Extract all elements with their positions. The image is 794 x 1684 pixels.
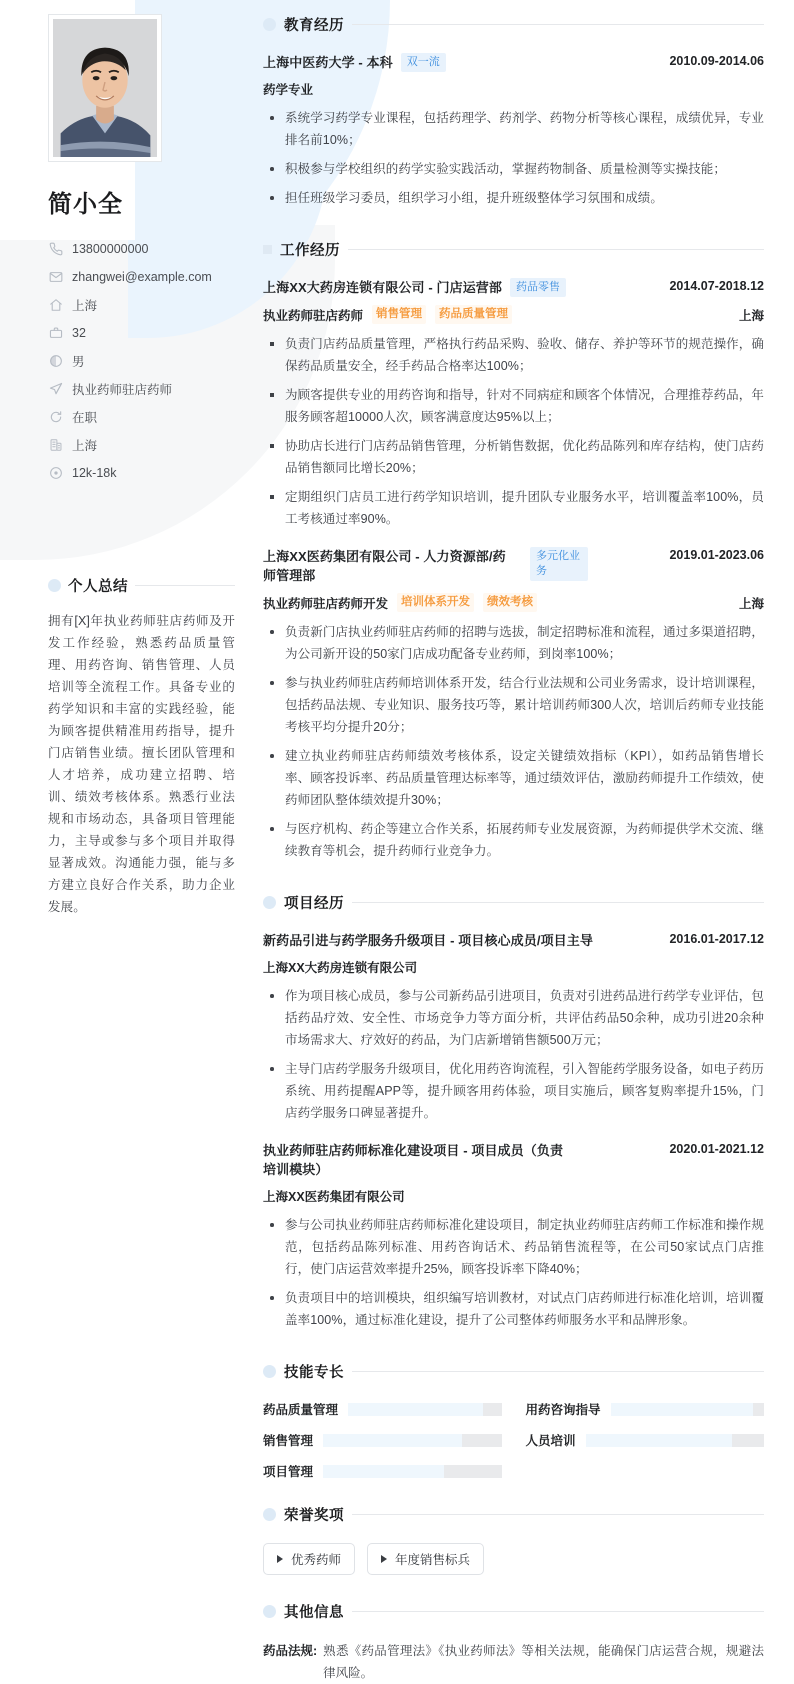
project-date: 2020.01-2021.12 [669, 1142, 764, 1156]
info-row-phone [48, 235, 235, 263]
list-item: 参与执业药师驻店药师培训体系开发，结合行业法规和公司业务需求，设计培训课程，包括药品法规、专业知识、服务技巧等，累计培训药师300人次，培训后药师专业技能考核平均分提升20分； [263, 672, 764, 738]
list-item: 作为项目核心成员，参与公司新药品引进项目，负责对引进药品进行药学专业评估，包括药品疗效、安全性、市场竞争力等方面分析，共评估药品50余种，成功引进20余种市场需求大、疗效好的药品，为门店新增销售额500万元； [263, 985, 764, 1051]
section-dot-icon [263, 1508, 276, 1521]
list-item: 积极参与学校组织的药学实验实践活动，掌握药物制备、质量检测等实操技能； [263, 158, 764, 180]
salary-coin-icon [48, 466, 63, 481]
phone-icon [48, 242, 63, 257]
skill-progress-fill [323, 1465, 444, 1478]
industry-badge: 药品零售 [510, 278, 566, 297]
project-entry [263, 1141, 764, 1331]
list-item: 主导门店药学服务升级项目，优化用药咨询流程，引入智能药学服务设备，如电子药历系统、用药提醒APP等，提升顾客用药体验，项目实施后，顾客复购率提升15%，门店药学服务口碑显著提升。 [263, 1058, 764, 1124]
section-title-other: 其他信息 [284, 1605, 344, 1621]
info-row-status [48, 403, 235, 431]
info-row-age [48, 319, 235, 347]
job-title: 执业药师驻店药师 [263, 309, 364, 323]
entry-role-row [263, 593, 764, 612]
skill-progress-fill [348, 1403, 483, 1416]
education-bullets [263, 107, 764, 209]
skill-item [263, 1431, 502, 1449]
project-name: 新药品引进与药学服务升级项目 - 项目核心成员/项目主导 [263, 933, 593, 948]
section-square-icon [263, 245, 272, 254]
skill-item [263, 1462, 502, 1480]
play-triangle-icon [381, 1555, 387, 1563]
divider [135, 585, 235, 586]
project-date: 2016.01-2017.12 [669, 932, 764, 946]
sidebar-section-title-summary: 个人总结 [68, 579, 128, 595]
skill-progress-fill [611, 1403, 754, 1416]
skill-label: 用药咨询指导 [525, 1403, 601, 1417]
info-row-salary [48, 459, 235, 487]
paper-plane-icon [48, 382, 63, 397]
entry-header [263, 278, 764, 297]
skill-badge: 销售管理 [372, 305, 426, 324]
envelope-icon [48, 270, 63, 285]
sidebar [0, 14, 255, 918]
list-item: 负责门店药品质量管理，严格执行药品采购、验收、储存、养护等环节的规范操作，确保药品质量安全，经手药品合格率达100%； [263, 333, 764, 377]
gender-icon [48, 354, 63, 369]
project-company: 上海XX大药房连锁有限公司 [263, 961, 418, 975]
list-item: 与医疗机构、药企等建立合作关系，拓展药师专业发展资源，为药师提供学术交流、继续教育等机会，提升药师行业竞争力。 [263, 818, 764, 862]
skill-item [526, 1431, 765, 1449]
education-entry [263, 53, 764, 209]
main-column [255, 14, 764, 1684]
entry-header [263, 1141, 764, 1179]
skill-progress-bar [611, 1403, 764, 1416]
building-icon [48, 438, 63, 453]
work-bullets [263, 621, 764, 862]
list-item: 负责项目中的培训模块，组织编写培训教材，对试点门店药师进行标准化培训，培训覆盖率100%，通过标准化建设，提升了公司整体药师服务水平和品牌形象。 [263, 1287, 764, 1331]
project-name: 执业药师驻店药师标准化建设项目 - 项目成员（负责培训模块） [263, 1143, 564, 1177]
entry-header [263, 53, 764, 72]
section-dot-icon [263, 18, 276, 31]
info-row-hometown [48, 291, 235, 319]
divider [352, 902, 764, 903]
divider [348, 249, 764, 250]
section-title-awards: 荣誉奖项 [284, 1508, 344, 1524]
info-value-work-city: 上海 [72, 439, 98, 453]
skill-progress-bar [323, 1434, 501, 1447]
entry-header [263, 547, 764, 585]
section-header-other [263, 1601, 764, 1622]
section-header-skills [263, 1361, 764, 1382]
info-row-position [48, 375, 235, 403]
work-entry [263, 547, 764, 862]
skill-label: 人员培训 [525, 1434, 576, 1448]
section-header-education [263, 14, 764, 35]
other-info-row [263, 1640, 764, 1684]
section-header-awards [263, 1504, 764, 1525]
info-value-salary: 12k-18k [72, 466, 117, 480]
home-icon [48, 298, 63, 313]
skill-progress-bar [586, 1434, 764, 1447]
section-dot-icon [263, 1605, 276, 1618]
work-date: 2019.01-2023.06 [669, 548, 764, 562]
list-item: 定期组织门店员工进行药学知识培训，提升团队专业服务水平，培训覆盖率100%，员工考核通过率90%。 [263, 486, 764, 530]
info-value-age: 32 [72, 326, 86, 340]
list-item: 建立执业药师驻店药师绩效考核体系，设定关键绩效指标（KPI），如药品销售增长率、顾客投诉率、药品质量管理达标率等，通过绩效评估，激励药师提升工作绩效，使药师团队整体绩效提升30%； [263, 745, 764, 811]
award-chip[interactable] [263, 1543, 355, 1575]
list-item: 为顾客提供专业的用药咨询和指导，针对不同病症和顾客个体情况，合理推荐药品，年服务顾客超10000人次，顾客满意度达95%以上； [263, 384, 764, 428]
project-bullets [263, 985, 764, 1124]
skill-badge: 培训体系开发 [397, 593, 474, 612]
section-title-education: 教育经历 [284, 18, 344, 34]
section-dot-icon [263, 1365, 276, 1378]
info-value-gender: 男 [72, 355, 85, 369]
work-location: 上海 [738, 309, 764, 323]
page-title: 简小全 [48, 191, 123, 218]
skill-progress-bar [348, 1403, 501, 1416]
avatar [48, 14, 162, 162]
status-badge: 双一流 [401, 53, 446, 72]
skill-progress-fill [586, 1434, 732, 1447]
section-header-work [263, 239, 764, 260]
divider [352, 1371, 764, 1372]
section-dot-icon [263, 896, 276, 909]
divider [352, 1611, 764, 1612]
skill-label: 销售管理 [263, 1434, 314, 1448]
info-value-hometown: 上海 [72, 299, 98, 313]
section-title-work: 工作经历 [280, 243, 340, 259]
work-entry [263, 278, 764, 530]
info-value-email: zhangwei@example.com [72, 270, 212, 284]
divider [352, 24, 764, 25]
list-item: 负责新门店执业药师驻店药师的招聘与选拔，制定招聘标准和流程，通过多渠道招聘，为公司新开设的50家门店成功配备专业药师，到岗率100%； [263, 621, 764, 665]
info-row-email [48, 263, 235, 291]
info-value-position: 执业药师驻店药师 [72, 383, 173, 397]
skill-progress-bar [323, 1465, 501, 1478]
info-row-gender [48, 347, 235, 375]
company-name: 上海XX大药房连锁有限公司 - 门店运营部 [263, 280, 502, 295]
skills-grid [263, 1400, 764, 1480]
award-label: 年度销售标兵 [395, 1553, 471, 1567]
section-title-skills: 技能专长 [284, 1365, 344, 1381]
industry-badge: 多元化业务 [530, 547, 588, 581]
section-title-projects: 项目经历 [284, 896, 344, 912]
info-value-phone: 13800000000 [72, 242, 149, 256]
job-title: 执业药师驻店药师开发 [263, 597, 389, 611]
skill-badge: 药品质量管理 [435, 305, 512, 324]
entry-header [263, 931, 764, 950]
skill-label: 药品质量管理 [263, 1403, 339, 1417]
education-major: 药学专业 [263, 83, 314, 97]
briefcase-icon [48, 326, 63, 341]
other-info-value: 熟悉《药品管理法》《执业药师法》等相关法规，能确保门店运营合规，规避法律风险。 [323, 1644, 764, 1680]
info-row-work-city [48, 431, 235, 459]
entry-role-row [263, 305, 764, 324]
project-company: 上海XX医药集团有限公司 [263, 1190, 405, 1204]
list-item: 担任班级学习委员，组织学习小组，提升班级整体学习氛围和成绩。 [263, 187, 764, 209]
company-name: 上海XX医药集团有限公司 - 人力资源部/药师管理部 [263, 549, 506, 583]
work-date: 2014.07-2018.12 [669, 279, 764, 293]
education-date: 2010.09-2014.06 [669, 54, 764, 68]
divider [352, 1514, 764, 1515]
skill-item [526, 1400, 765, 1418]
award-chip[interactable] [367, 1543, 484, 1575]
status-refresh-icon [48, 410, 63, 425]
skill-label: 项目管理 [263, 1465, 314, 1479]
sidebar-section-header-summary [48, 575, 235, 596]
list-item: 参与公司执业药师驻店药师标准化建设项目，制定执业药师驻店药师工作标准和操作规范，包括药品陈列标准、用药咨询话术、药品销售流程等，在公司50家试点门店推行，使门店运营效率提升25%，顾客投诉率下降40%； [263, 1214, 764, 1280]
section-dot-icon [48, 579, 61, 592]
other-info-label: 药品法规: [263, 1644, 318, 1658]
project-bullets [263, 1214, 764, 1331]
info-value-status: 在职 [72, 411, 98, 425]
skill-badge: 绩效考核 [483, 593, 537, 612]
play-triangle-icon [277, 1555, 283, 1563]
school-name: 上海中医药大学 - 本科 [263, 55, 393, 70]
list-item: 协助店长进行门店药品销售管理，分析销售数据，优化药品陈列和库存结构，使门店药品销售额同比增长20%； [263, 435, 764, 479]
summary-text: 拥有[X]年执业药师驻店药师及开发工作经验，熟悉药品质量管理、用药咨询、销售管理、人员培训等全流程工作。具备专业的药学知识和丰富的实践经验，能为顾客提供精准用药指导，提升门店销售业绩。擅长团队管理和人才培养，成功建立招聘、培训、绩效考核体系。熟悉行业法规和市场动态，具备项目管理能力，主导或参与多个项目并取得显著成效。沟通能力强，能与多方建立良好合作关系，助力企业发展。 [48, 614, 235, 914]
list-item: 系统学习药学专业课程，包括药理学、药剂学、药物分析等核心课程，成绩优异，专业排名前10%； [263, 107, 764, 151]
section-header-projects [263, 892, 764, 913]
awards-list [263, 1543, 764, 1575]
project-entry [263, 931, 764, 1124]
award-label: 优秀药师 [291, 1553, 342, 1567]
work-location: 上海 [738, 597, 764, 611]
candidate-photo [53, 19, 157, 157]
skill-item [263, 1400, 502, 1418]
work-bullets [263, 333, 764, 530]
skill-progress-fill [323, 1434, 462, 1447]
contact-info-list [48, 235, 235, 487]
